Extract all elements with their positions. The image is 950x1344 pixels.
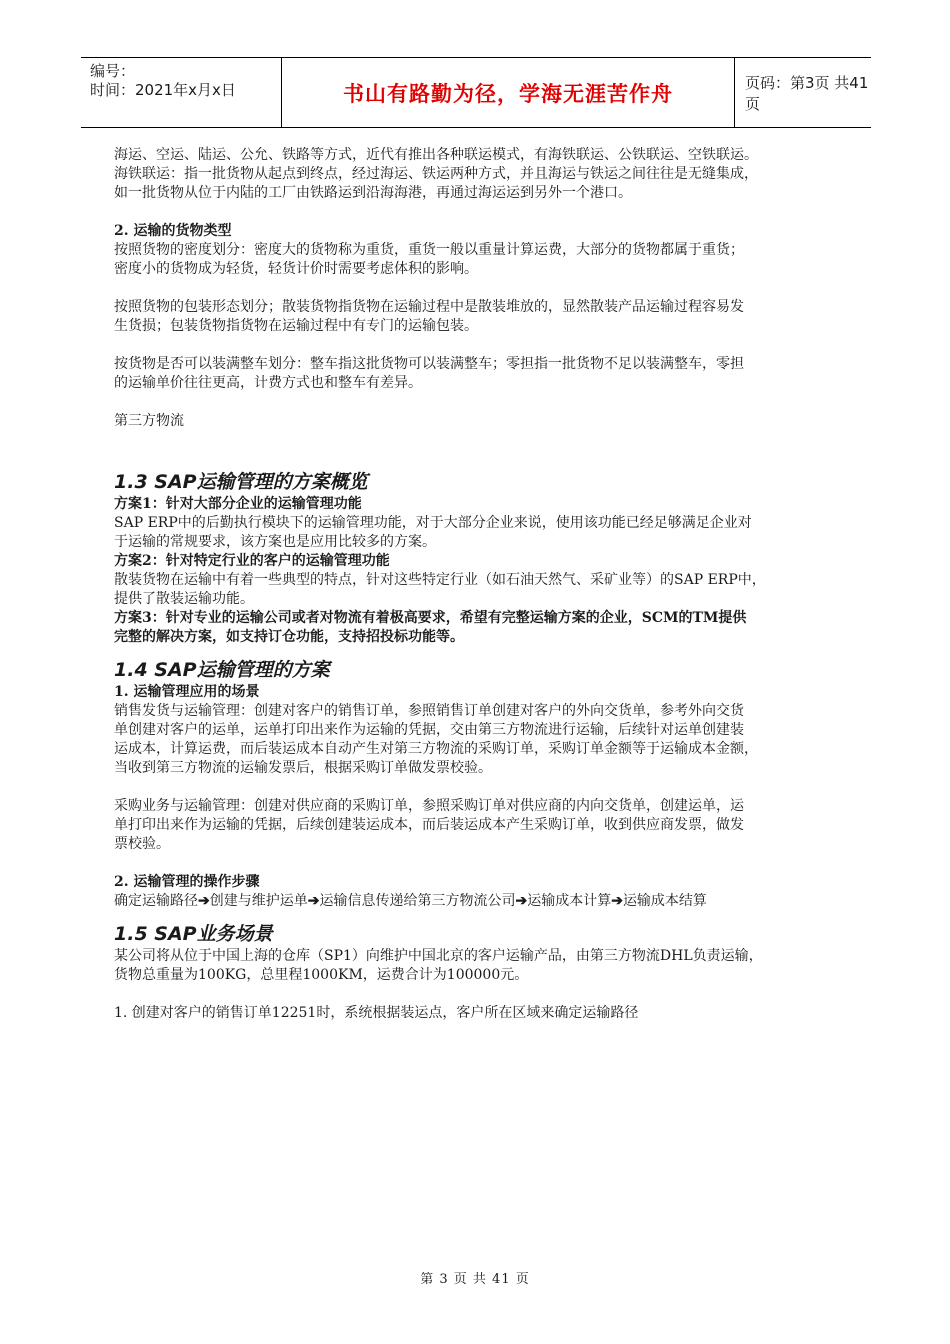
intro-line: 海运、空运、陆运、公允、铁路等方式，近代有推出各种联运模式，有海铁联运、公铁联运、空铁联运。 xyxy=(114,147,758,163)
section-title: 1.4 SAP运输管理的方案 xyxy=(114,659,330,681)
intro-line: 海铁联运：指一批货物从起点到终点，经过海运、铁运两种方式，并且海运与铁运之间往往是无缝集成， xyxy=(114,166,758,182)
scheme-3-text: 完整的解决方案，如支持订仓功能，支持招投标功能等。 xyxy=(114,629,464,645)
arrow-icon: ➔ xyxy=(198,893,210,909)
paragraph-line: 销售发货与运输管理：创建对客户的销售订单，参照销售订单创建对客户的外向交货单，参考外向交货 xyxy=(114,703,744,719)
paragraph-line: 货物总重量为100KG，总里程1000KM，运费合计为100000元。 xyxy=(114,967,529,983)
header-meta xyxy=(81,58,281,127)
paragraph-line: 票校验。 xyxy=(114,836,170,852)
paragraph-line: 生货损；包装货物指货物在运输过程中有专门的运输包装。 xyxy=(114,318,478,334)
paragraph-line: 采购业务与运输管理：创建对供应商的采购订单，参照采购订单对供应商的内向交货单，创建运单，运 xyxy=(114,798,744,814)
paragraph-line: 提供了散装运输功能。 xyxy=(114,591,254,607)
number-label: 编号： xyxy=(90,62,136,80)
page-footer: 第 3 页 共 41 页 xyxy=(420,1272,530,1287)
goods-types-heading: 2. 运输的货物类型 xyxy=(114,223,232,239)
paragraph-line: 按照货物的密度划分：密度大的货物称为重货，重货一般以重量计算运费，大部分的货物都属于重货； xyxy=(114,242,744,258)
paragraph-line: 当收到第三方物流的运输发票后，根据采购订单做发票校验。 xyxy=(114,760,492,776)
steps-heading: 2. 运输管理的操作步骤 xyxy=(114,874,260,890)
scene-heading: 1. 运输管理应用的场景 xyxy=(114,684,260,700)
arrow-icon: ➔ xyxy=(307,893,320,909)
motto: 书山有路勤为径，学海无涯苦作舟 xyxy=(343,81,673,106)
step-item: 创建与维护运单 xyxy=(209,893,308,909)
third-party-logistics-label: 第三方物流 xyxy=(114,413,184,429)
paragraph-line: 单创建对客户的运单，运单打印出来作为运输的凭据，交由第三方物流进行运输，后续针对运单创建装 xyxy=(114,722,744,738)
document-body xyxy=(114,146,854,1023)
paragraph-line: 某公司将从位于中国上海的仓库（SP1）向维护中国北京的客户运输产品，由第三方物流DHL负责运输， xyxy=(114,948,763,964)
steps-flow xyxy=(114,892,854,911)
arrow-icon: ➔ xyxy=(515,893,528,909)
paragraph-line: 1. 创建对客户的销售订单12251时，系统根据装运点，客户所在区域来确定运输路径 xyxy=(114,1005,639,1021)
header-page-info: 页码：第3页 共41页 xyxy=(745,73,869,113)
header-motto-cell xyxy=(281,58,735,127)
paragraph-line: SAP ERP中的后勤执行模块下的运输管理功能，对于大部分企业来说，使用该功能已经足够满足企业对 xyxy=(114,515,752,531)
paragraph-line: 散装货物在运输中有着一些典型的特点，针对这些特定行业（如石油天然气、采矿业等）的SAP ERP中， xyxy=(114,572,766,588)
scheme-3-text: 方案3：针对专业的运输公司或者对物流有着极高要求，希望有完整运输方案的企业，SCM的TM提供 xyxy=(114,610,747,626)
paragraph-line: 单打印出来作为运输的凭据，后续创建装运成本，而后装运成本产生采购订单，收到供应商发票，做发 xyxy=(114,817,744,833)
paragraph-line: 按货物是否可以装满整车划分：整车指这批货物可以装满整车；零担指一批货物不足以装满整车，零担 xyxy=(114,356,744,372)
section-title: 1.3 SAP运输管理的方案概览 xyxy=(114,471,368,493)
step-item: 确定运输路径 xyxy=(114,893,198,909)
arrow-icon: ➔ xyxy=(611,893,623,909)
page-header xyxy=(81,57,871,128)
step-item: 运输成本结算 xyxy=(622,893,707,909)
step-item: 运输信息传递给第三方物流公司 xyxy=(319,893,516,909)
intro-line: 如一批货物从位于内陆的工厂由铁路运到沿海海港，再通过海运运到另外一个港口。 xyxy=(114,185,632,201)
paragraph-line: 密度小的货物成为轻货，轻货计价时需要考虑体积的影响。 xyxy=(114,261,478,277)
scheme-1-title: 方案1：针对大部分企业的运输管理功能 xyxy=(114,496,362,512)
step-item: 运输成本计算 xyxy=(527,893,612,909)
paragraph-line: 的运输单价往往更高，计费方式也和整车有差异。 xyxy=(114,375,422,391)
paragraph-line: 于运输的常规要求，该方案也是应用比较多的方案。 xyxy=(114,534,436,550)
time-label: 时间：2021年x月x日 xyxy=(90,81,236,99)
scheme-2-title: 方案2：针对特定行业的客户的运输管理功能 xyxy=(114,553,390,569)
paragraph-line: 按照货物的包装形态划分；散装货物指货物在运输过程中是散装堆放的，显然散装产品运输过程容易发 xyxy=(114,299,744,315)
paragraph-line: 运成本，计算运费，而后装运成本自动产生对第三方物流的采购订单，采购订单金额等于运输成本金额， xyxy=(114,741,758,757)
section-title: 1.5 SAP业务场景 xyxy=(114,923,273,945)
